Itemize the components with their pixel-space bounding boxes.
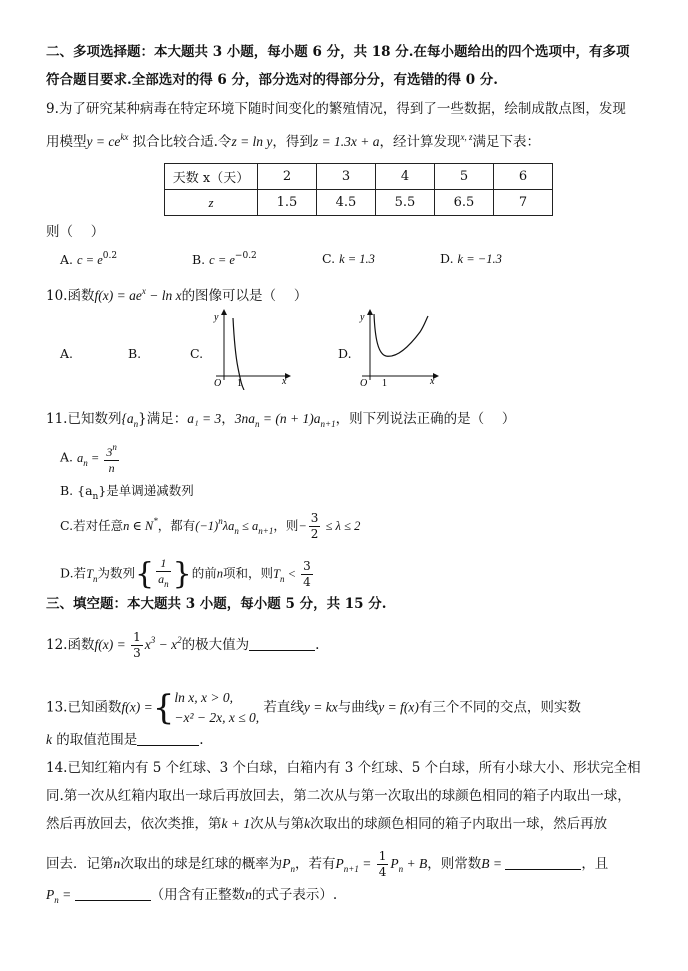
q9-data-table	[164, 163, 553, 216]
table-cell: 2	[258, 164, 317, 190]
q14-line4: 回去．记第n次取出的球是红球的概率为$P_n$，若有$P_{n+1}$ = $\frac{1}{4}$ $P_n + B$，则常数B = ，且	[46, 849, 609, 879]
q10-option-d: D.	[338, 346, 352, 361]
table-cell: 7	[494, 190, 553, 216]
table-cell: z	[165, 190, 258, 216]
q14-line2: 同.第一次从红箱内取出一球后再放回去，第二次从与第一次取出的球颜色相同的箱子内取出一球，	[46, 788, 631, 804]
q14-line3: 然后再放回去，依次类推，第k + 1次从与第k次取出的球颜色相同的箱子内取出一球，然后再放	[46, 816, 608, 832]
table-row	[165, 190, 553, 216]
tick-label: 1	[382, 378, 387, 389]
q9-then: 则（ ）	[46, 224, 105, 240]
q9-line1: 9.为了研究某种病毒在特定环境下随时间变化的繁殖情况，得到了一些数据，绘制成散点图，发现	[46, 101, 626, 117]
q13-line2: k 的取值范围是 .	[46, 732, 204, 748]
curve	[374, 314, 428, 356]
table-row	[165, 164, 553, 190]
section2-heading: 二、多项选择题：本大题共 3 小题，每小题 6 分，共 18 分.在每小题给出的四个选项中，有多项	[46, 44, 630, 60]
table-cell: 6	[494, 164, 553, 190]
q9-line2: 用模型$y = ce^{kx}$ 拟合比较合适.令z = ln y，得到z = 1.3x + a，经计算发现$^{x, z}$满足下表：	[46, 132, 541, 150]
q10-stem: 10.函数$f(x) = ae^x - \ln x$的图像可以是（ ）	[46, 286, 308, 304]
section2-heading-line2: 符合题目要求.全部选对的得 6 分，部分选对的得部分分，有选错的得 0 分.	[46, 72, 498, 88]
q10-graph-c	[204, 308, 292, 390]
table-cell: 3	[317, 164, 376, 190]
q11-option-c: C.若对任意n ∈ N*，都有$(-1)^n\lambda a_n \le a_{n+1}$，则− $\frac{3}{2}$ ≤ λ ≤ 2	[60, 511, 361, 541]
q9-model: $y = ce^{kx}$	[86, 132, 129, 149]
q13-answer-blank[interactable]	[137, 731, 199, 746]
q14-line1: 14.已知红箱内有 5 个红球、3 个白球，白箱内有 3 个红球、5 个白球，所有小球大小、形状完全相	[46, 760, 641, 776]
q10-graph-d	[350, 308, 440, 390]
table-cell: 4.5	[317, 190, 376, 216]
table-cell: 4	[376, 164, 435, 190]
q10-option-a: A.	[60, 346, 74, 361]
section3-heading: 三、填空题：本大题共 3 小题，每小题 5 分，共 15 分.	[46, 596, 387, 612]
table-cell: 1.5	[258, 190, 317, 216]
q13-stem: 13.已知函数f(x) ={ ln x, x > 0, −x² − 2x, x ≤ 0, 若直线y = kx与曲线y = f(x)有三个不同的交点，则实数	[46, 688, 581, 728]
q10-option-c: C.	[190, 346, 204, 361]
q12-answer-blank[interactable]	[249, 636, 315, 651]
origin-label: O	[360, 378, 368, 389]
q9-option-a: A. $c = e^{0.2}$	[60, 251, 118, 267]
table-cell: 天数 x（天）	[165, 164, 258, 190]
y-axis-label: y	[214, 312, 219, 323]
q14-b-answer-blank[interactable]	[505, 855, 581, 870]
q14-line5: $P_n$ = （用含有正整数n的式子表示）.	[46, 887, 338, 905]
q14-pn-answer-blank[interactable]	[75, 886, 151, 901]
table-cell: 5	[435, 164, 494, 190]
q9-option-c: C. k = 1.3	[322, 251, 375, 266]
q11-option-b: B. $\{a_n\}$是单调递减数列	[60, 483, 194, 502]
q10-option-b: B.	[128, 346, 142, 361]
x-axis-label: x	[282, 376, 287, 387]
q9-option-d: D. k = −1.3	[440, 251, 502, 266]
y-axis-label: y	[360, 312, 365, 323]
origin-label: O	[214, 378, 222, 389]
q11-option-a: A. $a_n$ = $\frac{3^n}{n}$	[60, 442, 117, 475]
table-cell: 5.5	[376, 190, 435, 216]
x-axis-label: x	[430, 376, 435, 387]
table-cell: 6.5	[435, 190, 494, 216]
tick-label: 1	[237, 378, 242, 389]
q11-option-d: D.若$T_n$为数列{ $\frac{1}{a_n}$ }的前n项和，则$T_n$ < $\frac{3}{4}$	[60, 556, 311, 592]
q9-option-b: B. $c = e^{-0.2}$	[192, 251, 257, 267]
q12-stem: 12.函数f(x) = $\frac{1}{3}$ $x^3 - x^2$的极大值为 .	[46, 630, 320, 660]
q11-stem: 11.已知数列$\{a_n\}$满足：a₁ = 3，$3na_n = (n + 1)a_{n+1}$，则下列说法正确的是（ ）	[46, 411, 516, 429]
